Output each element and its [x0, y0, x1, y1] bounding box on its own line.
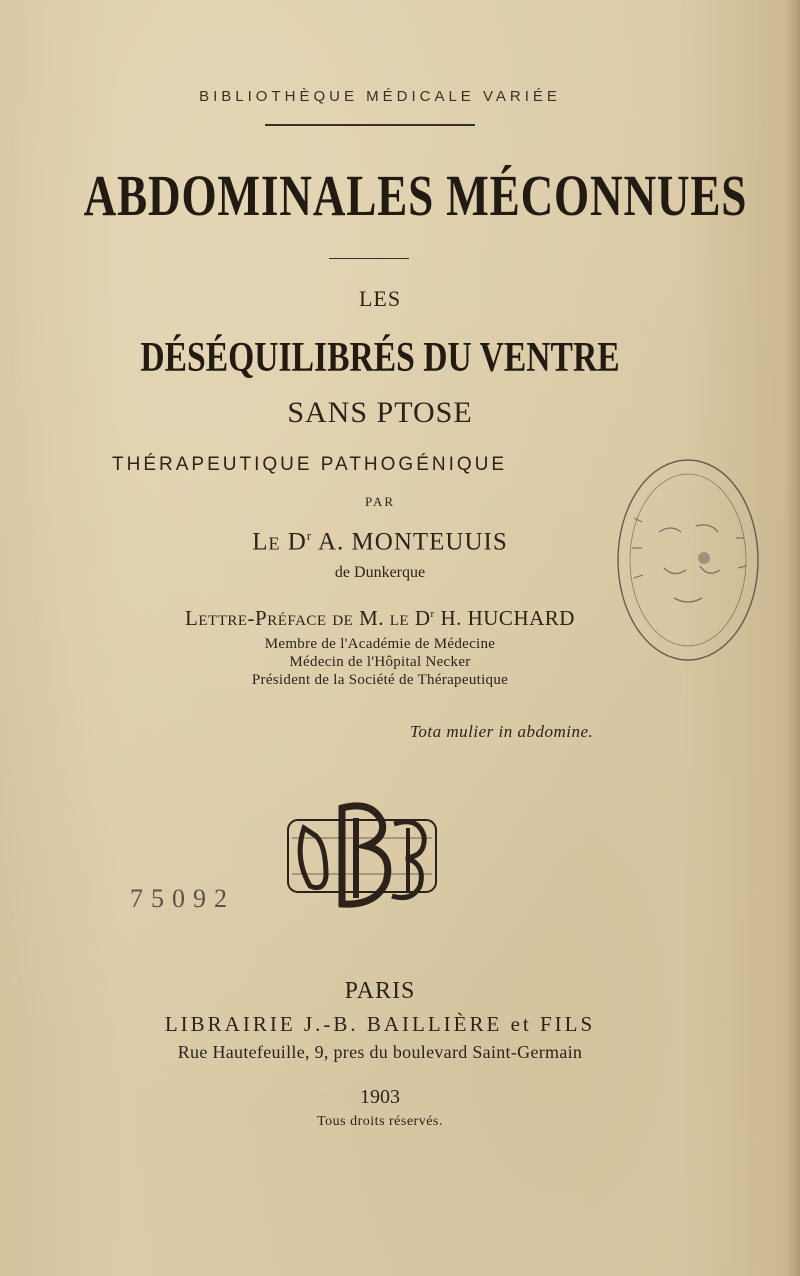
author-prefix: Le D	[252, 528, 307, 556]
subtitle: DÉSÉQUILIBRÉS DU VENTRE	[140, 335, 620, 381]
preface-prefix-sup: r	[430, 608, 435, 620]
subtitle-sans-ptose: SANS PTOSE	[287, 396, 473, 429]
publication-year: 1903	[360, 1086, 400, 1108]
publisher-monogram-icon	[282, 798, 442, 913]
rights-notice: Tous droits réservés.	[317, 1114, 443, 1129]
therapeutique-heading: THÉRAPEUTIQUE PATHOGÉNIQUE	[112, 454, 508, 475]
preface-prefix: Lettre-Préface de M. le D	[185, 606, 431, 630]
series-rule	[265, 124, 475, 126]
preface-author-name: H. HUCHARD	[434, 606, 575, 630]
series-title: BIBLIOTHÈQUE MÉDICALE VARIÉE	[199, 88, 561, 105]
page-edge-shadow	[786, 0, 800, 1276]
library-stamp-icon	[604, 448, 764, 673]
preface-role-1: Membre de l'Académie de Médecine	[264, 636, 496, 652]
publisher-name: LIBRAIRIE J.-B. BAILLIÈRE et FILS	[164, 1012, 596, 1036]
shelfmark-number: 75092	[130, 884, 235, 913]
author-location: de Dunkerque	[334, 564, 426, 581]
par-label: PAR	[364, 494, 396, 509]
author-prefix-sup: r	[306, 528, 313, 543]
title-rule	[329, 258, 409, 259]
main-title: ABDOMINALES MÉCONNUES	[83, 163, 748, 228]
preface-role-3: Président de la Société de Thérapeutique	[251, 672, 509, 688]
publisher-address: Rue Hautefeuille, 9, pres du boulevard Saint-Germain	[177, 1042, 583, 1062]
publisher-city: PARIS	[344, 978, 416, 1004]
author-name: A. MONTEUUIS	[312, 528, 508, 556]
les-heading: LES	[358, 286, 402, 311]
preface-role-2: Médecin de l'Hôpital Necker	[289, 654, 471, 670]
epigraph: Tota mulier in abdomine.	[410, 722, 594, 741]
